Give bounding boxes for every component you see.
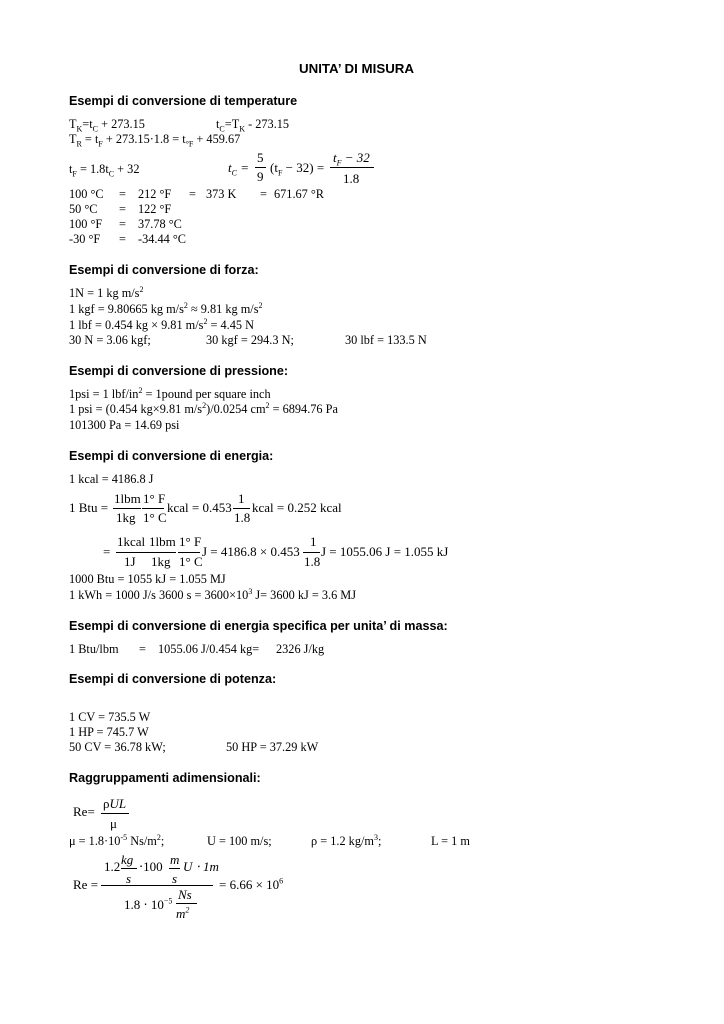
temp-cell: =: [119, 232, 126, 246]
force-row-cell: 30 N = 3.06 kgf;: [69, 333, 151, 347]
re-calc-rhs: = $6.66 \times 10^6$: [219, 876, 284, 892]
temp-cell: =: [119, 202, 126, 216]
re-def-den: μ: [110, 816, 117, 831]
energy-heading: Esempi di conversione di energia:: [69, 449, 274, 463]
force-line: 1 lbf = 0.454 kg × 9.81 $m/s^2 = 4.45$ N: [69, 316, 255, 332]
re-calc-num-s1: s: [126, 871, 132, 886]
eq2-f3-den: 1° C: [179, 554, 203, 569]
temp-cell: 671.67 °R: [274, 187, 325, 201]
temp-cell: =: [119, 217, 126, 231]
eq1-f3-num: 1: [238, 491, 245, 506]
eq2-f1-den: 1J: [124, 554, 136, 569]
temp-cell: 100 °F: [69, 217, 103, 231]
eq1-f3-den: 1.8: [234, 510, 251, 525]
re-calc-den-ns: Ns: [178, 887, 192, 902]
temperature-line-1a: $T_K=t_C + 273.15$: [69, 117, 145, 134]
pressure-line: 101300 Pa = 14.69 psi: [69, 418, 180, 432]
pressure-line: 1psi = 1 lbf/$in^2$ = 1pound per square inch: [69, 385, 271, 401]
re-def-num: ρUL: [103, 796, 127, 811]
specific-energy-cell: 1055.06 J/0.454 kg=: [158, 642, 260, 656]
specific-energy-cell: =: [139, 642, 146, 656]
eq1-f1-den: 1kg: [116, 510, 136, 525]
formula-frac1-den: 9: [257, 169, 264, 184]
param-mu: $\mu = 1.8\cdot 10^{-5}$ $Ns/m^2$;: [69, 832, 165, 848]
re-calc-num-b: ⋅100: [139, 859, 163, 874]
param-l: L = 1 m: [431, 834, 470, 848]
pressure-line: 1 psi = (0.454 kg×9.81 $m/s^2)/0.0254$ $cm^2 = 6894.76$ Pa: [69, 400, 338, 416]
specific-energy-cell: 1 Btu/lbm: [69, 642, 119, 656]
re-calc-num-s2: s: [172, 871, 178, 886]
eq2-f4-den: 1.8: [304, 554, 321, 569]
temp-cell: -30 °F: [69, 232, 101, 246]
specific-energy-cell: 2326 J/kg: [276, 642, 325, 656]
force-row-cell: 30 kgf = 294.3 N;: [206, 333, 294, 347]
power-heading: Esempi di conversione di potenza:: [69, 672, 277, 686]
pressure-heading: Esempi di conversione di pressione:: [69, 364, 289, 378]
eq2-f2-den: 1kg: [151, 554, 171, 569]
temperature-line-3: $t_F = 1.8t_C + 32$: [69, 162, 140, 179]
formula-frac1-num: 5: [257, 150, 264, 165]
eq2-f4-num: 1: [310, 534, 317, 549]
re-calc-den-m2: $m^2$: [176, 905, 190, 921]
temp-cell: 212 °F: [138, 187, 172, 201]
power-row-cell: 50 CV = 36.78 kW;: [69, 740, 166, 754]
eq2-lhs: =: [103, 544, 111, 559]
re-calc-num-c: U ⋅ 1m: [183, 859, 219, 874]
temp-cell: 122 °F: [138, 202, 172, 216]
temperature-line-1b: $t_C=T_K - 273.15$: [216, 117, 290, 134]
force-heading: Esempi di conversione di forza:: [69, 263, 259, 277]
temp-cell: -34.44 °C: [138, 232, 186, 246]
eq2-f2-num: 1lbm: [149, 534, 176, 549]
re-calc-num-a: 1.2: [104, 859, 121, 874]
temp-cell: =: [119, 187, 126, 201]
param-u: U = 100 m/s;: [207, 834, 272, 848]
power-row-cell: 50 HP = 37.29 kW: [226, 740, 319, 754]
force-row-cell: 30 lbf = 133.5 N: [345, 333, 427, 347]
eq1-f1-num: 1lbm: [114, 491, 141, 506]
force-line: 1 kgf = 9.80665 kg $m/s^2 \approx 9.81$ kg $m/s^2$: [69, 300, 263, 316]
formula-mid: $(t_F - 32)$ =: [270, 160, 325, 178]
temp-cell: =: [189, 187, 196, 201]
temperature-line-2: $T_R = t_F + 273.15\cdot 1.8 = t_{^\circ F} + 459.67$: [69, 132, 241, 149]
eq2-f3-num: 1° F: [179, 534, 202, 549]
dimensionless-heading: Raggruppamenti adimensionali:: [69, 771, 261, 785]
eq1-mid: kcal = 0.453: [167, 500, 232, 515]
formula-frac2-num: $t_F - 32$: [333, 150, 370, 168]
re-calc-den-a: $1.8 \cdot 10^{-5}$: [124, 896, 173, 912]
eq2-f1-num: 1kcal: [117, 534, 146, 549]
re-def-lhs: Re=: [73, 804, 95, 819]
eq1-f2-den: 1° C: [143, 510, 167, 525]
specific-energy-heading: Esempi di conversione di energia specifica per unita’ di massa:: [69, 619, 448, 633]
re-calc-lhs: Re =: [73, 877, 99, 892]
energy-line: 1000 Btu = 1055 kJ = 1.055 MJ: [69, 572, 226, 586]
temp-cell: 100 °C: [69, 187, 104, 201]
energy-line: 1 kWh = 1000 J/s 3600 $s = 3600\times 10^3$ J= 3600 kJ = 3.6 MJ: [69, 586, 357, 602]
eq1-rhs: kcal = 0.252 kcal: [252, 500, 342, 515]
power-line: 1 CV = 735.5 W: [69, 710, 151, 724]
param-rho: ρ = 1.2 $kg/m^3$;: [311, 832, 382, 848]
eq2-rhs: J = 1055.06 J = 1.055 kJ: [321, 544, 449, 559]
power-line: 1 HP = 745.7 W: [69, 725, 149, 739]
re-calc-num-kg: kg: [121, 852, 134, 867]
temp-cell: =: [260, 187, 267, 201]
eq1-lhs: 1 Btu =: [69, 500, 109, 515]
formula-frac2-den: 1.8: [343, 171, 360, 186]
formula-lhs: $t_C$ =: [228, 160, 249, 178]
temp-cell: 50 °C: [69, 202, 98, 216]
energy-line-1: 1 kcal = 4186.8 J: [69, 472, 154, 486]
eq1-f2-num: 1° F: [143, 491, 166, 506]
temp-cell: 37.78 °C: [138, 217, 182, 231]
page-title: UNITA’ DI MISURA: [299, 61, 414, 76]
temp-cell: 373 K: [206, 187, 237, 201]
re-calc-num-m: m: [170, 852, 180, 867]
force-line: 1N = 1 kg $m/s^2$: [69, 284, 144, 300]
temperature-heading: Esempi di conversione di temperature: [69, 94, 298, 108]
eq2-mid: J = 4186.8 × 0.453: [202, 544, 300, 559]
